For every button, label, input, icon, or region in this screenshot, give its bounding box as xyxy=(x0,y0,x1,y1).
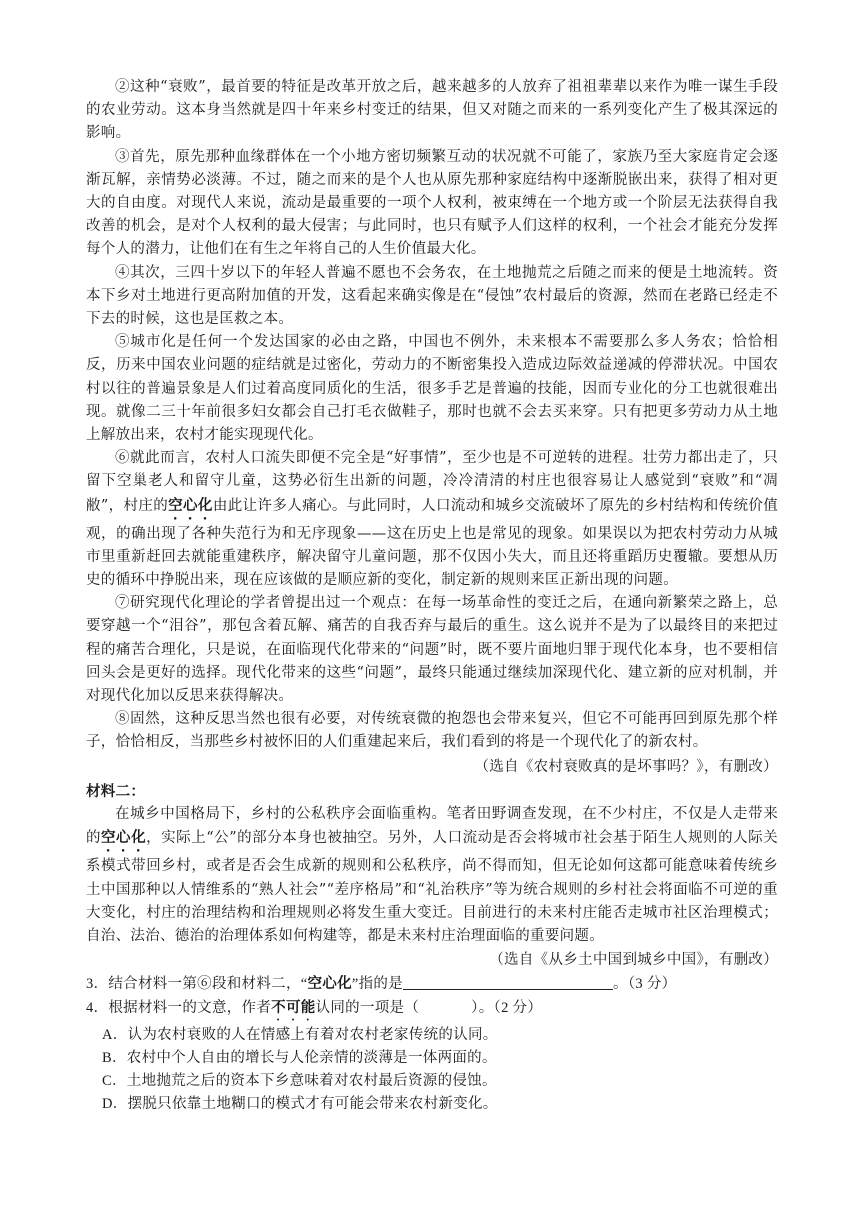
question-3 xyxy=(86,973,778,996)
option-a[interactable]: A．认为农村衰败的人在情感上有着对农村老家传统的认同。 xyxy=(102,1026,498,1043)
material2-paragraph-1 xyxy=(86,803,778,948)
option-b[interactable]: B．农村中个人自由的增长与人伦亲情的淡薄是一体两面的。 xyxy=(102,1049,497,1066)
q3-text-a: 3．结合材料一第⑥段和材料二，“ xyxy=(86,976,308,993)
term-hollowing: 空心化 xyxy=(101,829,147,847)
q4-text-a: 4．根据材料一的文意，作者 xyxy=(86,999,272,1016)
material2-heading: 材料二： xyxy=(86,782,146,800)
q4-emphasis: 不可能 xyxy=(271,999,316,1016)
material2-source: （选自《从乡土中国到城乡中国》，有删改） xyxy=(489,952,778,969)
q4-text-c: ）。（2 分） xyxy=(471,999,543,1016)
material2-text-a: 在城乡中国格局下，乡村的公私秩序会面临重构。笔者田野调查发现，在不少村庄，不仅是人走带来的 xyxy=(86,806,778,847)
exam-page xyxy=(86,76,778,1116)
q3-text-c: 。（3 分） xyxy=(613,976,677,993)
q3-text-b: ”指的是 xyxy=(351,976,404,993)
material1-paragraph-6 xyxy=(86,447,778,592)
material1-paragraph-7: ⑦研究现代化理论的学者曾提出过一个观点：在每一场革命性的变迁之后，在通向新繁荣之路上，总要穿越一个“泪谷”，那包含着瓦解、痛苦的自我否弃与最后的重生。这么说并不是为了以最终目的来把过程的痛苦合理化，只是说，在面临现代化带来的“问题”时，既不要片面地归罪于现代化本身，也不要相信回头会是更好的选择。现代化带来的这些“问题”，最终只能通过继续加深现代化、建立新的应对机制，并对现代化加以反思来获得解决。 xyxy=(86,595,778,705)
option-d[interactable]: D．摆脱只依靠土地糊口的模式才有可能会带来农村新变化。 xyxy=(102,1096,498,1113)
q4-text-b: 认同的一项是（ xyxy=(315,999,420,1016)
option-c[interactable]: C．土地抛荒之后的资本下乡意味着对农村最后资源的侵蚀。 xyxy=(102,1072,497,1089)
material1-paragraph-2: ②这种“衰败”，最首要的特征是改革开放之后，越来越多的人放弃了祖祖辈辈以来作为唯一谋生手段的农业劳动。这本身当然就是四十年来乡村变迁的结果，但又对随之而来的一系列变化产生了极其深远的影响。 xyxy=(86,79,778,142)
q3-term: 空心化 xyxy=(307,976,352,993)
material1-source: （选自《农村衰败真的是坏事吗？》，有删改） xyxy=(474,758,778,775)
material2-text-b: ，实际上“公”的部分本身也被抽空。另外，人口流动是否会将城市社会基于陌生人规则的人际关系模式带回乡村，或者是否会生成新的规则和公私秩序，尚不得而知，但无论如何这都可能意味着传统乡土中国那种以人情维系的“熟人社会”“差序格局”和“礼治秩序”等为统合规则的乡村社会将面临不可逆的重大变化，村庄的治理结构和治理规则必将发生重大变迁。目前进行的未来村庄能否走城市社区治理模式；自治、法治、德治的治理体系如何构建等，都是未来村庄治理面临的重要问题。 xyxy=(86,830,778,944)
material1-paragraph-8: ⑧固然，这种反思当然也很有必要，对传统衰微的抱怨也会带来复兴，但它不可能再回到原先那个样子，恰恰相反，当那些乡村被怀旧的人们重建起来后，我们看到的将是一个现代化了的新农村。 xyxy=(86,711,778,751)
material1-paragraph-5: ⑤城市化是任何一个发达国家的必由之路，中国也不例外，未来根本不需要那么多人务农；恰恰相反，历来中国农业问题的症结就是过密化，劳动力的不断密集投入造成边际效益递减的停滞状况。中国农村以往的普遍景象是人们过着高度同质化的生活，很多手艺是普遍的技能，因而专业化的分工也就很难出现。就像二三十年前很多妇女都会自己打毛衣做鞋子，那时也就不会去买来穿。只有把更多劳动力从土地上解放出来，农村才能实现现代化。 xyxy=(86,334,778,444)
paragraph-6-text-b: 由此让许多人痛心。与此同时，人口流动和城乡交流破坏了原先的乡村结构和传统价值观，的确出现了各种失范行为和无序现象——这在历史上也是常见的现象。如果误以为把农村劳动力从城市里重新赶回去就能重建秩序，解决留守儿童问题，那不仅因小失大，而且还将重蹈历史覆辙。要想从历史的循环中挣脱出来，现在应该做的是顺应新的变化，制定新的规则来匡正新出现的问题。 xyxy=(86,497,778,589)
material1-paragraph-4: ④其次，三四十岁以下的年轻人普遍不愿也不会务农，在土地抛荒之后随之而来的便是土地流转。资本下乡对土地进行更高附加值的开发，这看起来确实像是在“侵蚀”农村最后的资源，然而在老路已经走不下去的时候，这也是匡救之本。 xyxy=(86,264,778,328)
material1-paragraph-3: ③首先，原先那种血缘群体在一个小地方密切频繁互动的状况就不可能了，家族乃至大家庭肯定会逐渐瓦解，亲情势必淡薄。不过，随之而来的是个人也从原先那种家庭结构中逐渐脱嵌出来，获得了相对更大的自由度。对现代人来说，流动是最重要的一项个人权利，被束缚在一个地方或一个阶层无法获得自我改善的机会，是对个人权利的最大侵害；与此同时，也只有赋予人们这样的权利，一个社会才能充分发挥每个人的潜力，让他们在有生之年将自己的人生价值最大化。 xyxy=(86,148,778,258)
paragraph-6-text-a: ⑥就此而言，农村人口流失即便不完全是“好事情”，至少也是不可逆转的进程。壮劳力都出走了，只留下空巢老人和留守儿童，这势必衍生出新的问题，冷冷清清的村庄也很容易让人感觉到“衰败”和“凋敝”，村庄的 xyxy=(86,450,778,514)
answer-blank[interactable] xyxy=(403,973,613,990)
question-4 xyxy=(86,997,778,1024)
term-hollowing: 空心化 xyxy=(168,496,213,514)
